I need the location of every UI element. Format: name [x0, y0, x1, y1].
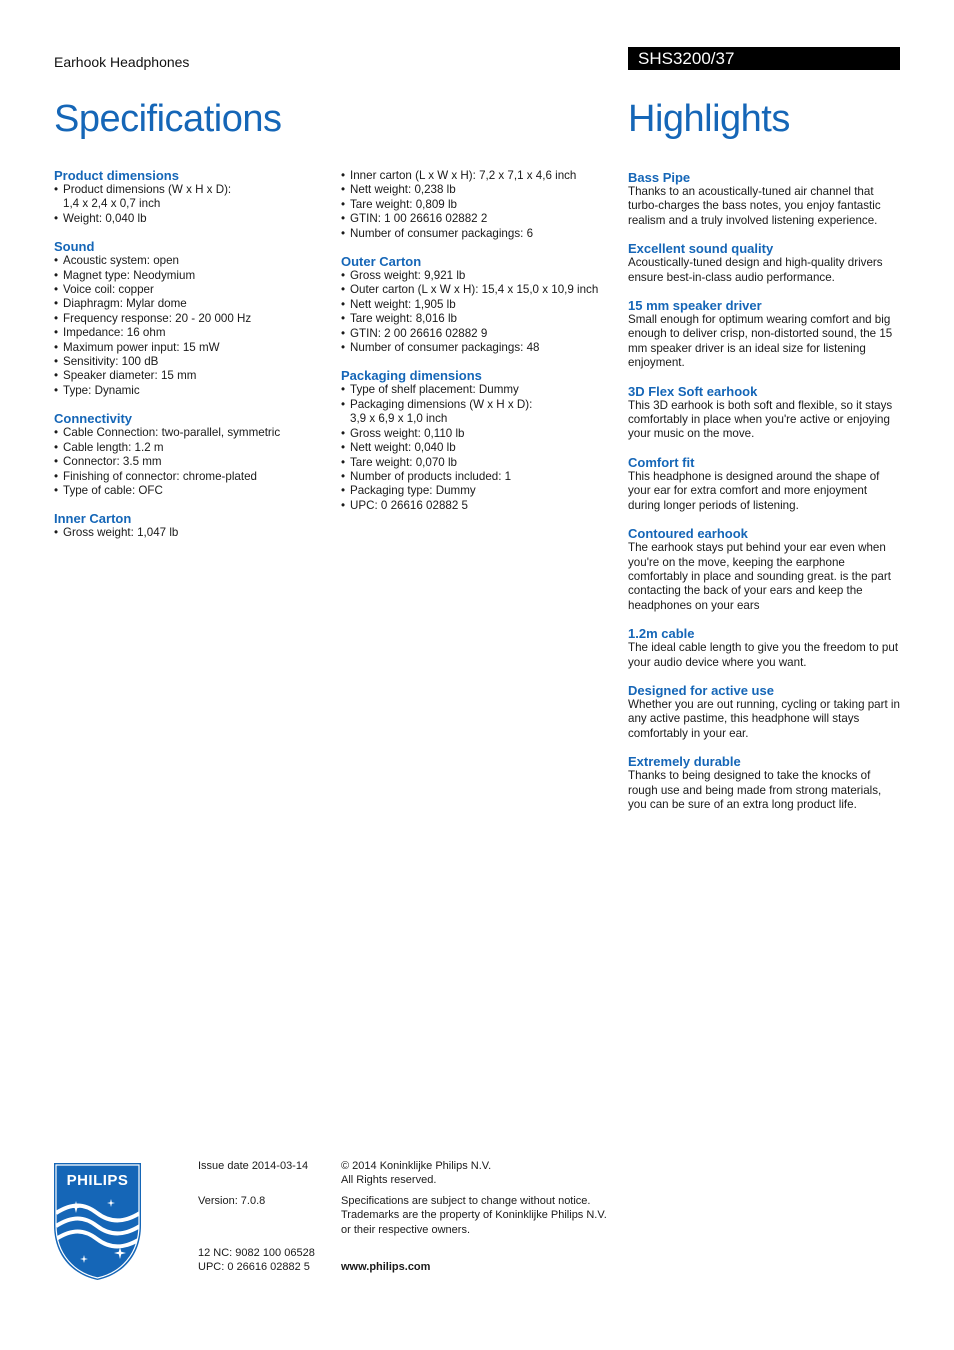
- spec-item: • Magnet type: Neodymium: [54, 269, 324, 283]
- spec-item: • Number of products included: 1: [341, 470, 619, 484]
- spec-item: • Packaging dimensions (W x H x D):: [341, 398, 619, 412]
- spec-item: • Weight: 0,040 lb: [54, 212, 324, 226]
- spec-item: • Sensitivity: 100 dB: [54, 355, 324, 369]
- highlight-contoured-earhook: [628, 526, 900, 613]
- spec-item: • Impedance: 16 ohm: [54, 326, 324, 340]
- spec-section-title: Outer Carton: [341, 254, 422, 270]
- spec-item: • Outer carton (L x W x H): 15,4 x 15,0 x 10,9 inch: [341, 283, 619, 297]
- logo-wordmark: PHILIPS: [66, 1172, 129, 1189]
- highlight-title: Extremely durable: [628, 754, 741, 770]
- specs-column-1: [54, 168, 324, 554]
- highlight-comfort-fit: [628, 455, 900, 513]
- spec-item: • Gross weight: 1,047 lb: [54, 526, 324, 540]
- spec-item: • Voice coil: copper: [54, 283, 324, 297]
- highlight-durable: [628, 754, 900, 812]
- footer-version: Version: 7.0.8: [198, 1195, 266, 1207]
- footer-nc: 12 NC: 9082 100 06528: [198, 1247, 315, 1259]
- highlight-text: The earhook stays put behind your ear even when you're on the move, keeping the earphone comfortably in place and sounding great. is the part contacting the back of your ears and keep the headphones on your ears: [628, 541, 891, 612]
- highlights-title: Highlights: [628, 98, 790, 140]
- spec-section-product-dimensions: [54, 168, 324, 226]
- highlight-title: Bass Pipe: [628, 170, 691, 185]
- spec-item: • GTIN: 2 00 26616 02882 9: [341, 327, 619, 341]
- highlight-title: Excellent sound quality: [628, 241, 774, 257]
- spec-item: • Nett weight: 0,238 lb: [341, 183, 619, 197]
- spec-section-inner-carton: [54, 511, 324, 540]
- highlights-column: [628, 170, 900, 825]
- spec-section-title: Inner Carton: [54, 511, 132, 527]
- highlight-bass-pipe: [628, 170, 900, 228]
- spec-section-connectivity: [54, 411, 324, 498]
- spec-section-packaging-dimensions: [341, 368, 619, 513]
- spec-item: • Packaging type: Dummy: [341, 484, 619, 498]
- highlight-text: This 3D earhook is both soft and flexible, so it stays comfortably in place when you're active or enjoying your music on the move.: [628, 398, 893, 441]
- highlight-title: 1.2m cable: [628, 626, 695, 642]
- spec-item: • Type: Dynamic: [54, 384, 324, 398]
- spec-item: • Product dimensions (W x H x D):: [54, 183, 324, 197]
- spec-item: • Cable Connection: two-parallel, symmetric: [54, 426, 324, 440]
- spec-item: • Gross weight: 9,921 lb: [341, 269, 619, 283]
- highlight-text: Whether you are out running, cycling or taking part in any active pastime, this headphone will stays comfortably in your ear.: [628, 697, 900, 740]
- spec-section-title: Sound: [54, 239, 95, 255]
- highlight-title: Designed for active use: [628, 682, 774, 698]
- spec-item: • Frequency response: 20 - 20 000 Hz: [54, 312, 324, 326]
- highlight-excellent-sound: [628, 241, 900, 285]
- footer-upc: UPC: 0 26616 02882 5: [198, 1261, 310, 1273]
- highlight-title: 15 mm speaker driver: [628, 298, 762, 314]
- spec-item: • Speaker diameter: 15 mm: [54, 369, 324, 383]
- spec-section-title: Packaging dimensions: [341, 368, 482, 384]
- spec-item: • Connector: 3.5 mm: [54, 455, 324, 469]
- spec-section-sound: [54, 239, 324, 398]
- highlight-title: Contoured earhook: [628, 526, 748, 542]
- highlight-text: The ideal cable length to give you the freedom to put your audio device where you want.: [628, 641, 899, 669]
- model-number-banner: SHS3200/37: [628, 47, 900, 70]
- spec-item: • GTIN: 1 00 26616 02882 2: [341, 212, 619, 226]
- document-type: Earhook Headphones: [54, 54, 190, 70]
- highlight-text: Acoustically-tuned design and high-quality drivers ensure best-in-class audio performance.: [628, 256, 883, 284]
- spec-section-inner-carton-continued: [341, 169, 619, 241]
- spec-item: • Nett weight: 0,040 lb: [341, 441, 619, 455]
- spec-item: • Gross weight: 0,110 lb: [341, 427, 619, 441]
- highlight-title: Comfort fit: [628, 454, 695, 470]
- spec-section-title: Connectivity: [54, 411, 133, 427]
- spec-item: • Finishing of connector: chrome-plated: [54, 470, 324, 484]
- footer-owners: or their respective owners.: [341, 1224, 470, 1236]
- spec-item: • Maximum power input: 15 mW: [54, 341, 324, 355]
- spec-item: • Tare weight: 0,809 lb: [341, 198, 619, 212]
- spec-item: • Number of consumer packagings: 48: [341, 341, 619, 355]
- spec-item-continuation: 1,4 x 2,4 x 0,7 inch: [63, 197, 161, 211]
- spec-item: • Nett weight: 1,905 lb: [341, 298, 619, 312]
- spec-item: • Number of consumer packagings: 6: [341, 227, 619, 241]
- footer-rights: All Rights reserved.: [341, 1174, 437, 1186]
- spec-section-outer-carton: [341, 254, 619, 355]
- footer-website-link[interactable]: www.philips.com: [341, 1261, 431, 1273]
- highlight-text: This headphone is designed around the shape of your ear for extra comfort and more enjoyment during longer periods of listening.: [628, 469, 880, 512]
- spec-section-title: Product dimensions: [54, 168, 179, 183]
- highlight-3d-flex-earhook: [628, 384, 900, 442]
- spec-item: • Tare weight: 0,070 lb: [341, 456, 619, 470]
- highlight-cable: [628, 626, 900, 670]
- footer-issue-date: Issue date 2014-03-14: [198, 1160, 309, 1172]
- spec-item: • UPC: 0 26616 02882 5: [341, 499, 619, 513]
- spec-item: • Tare weight: 8,016 lb: [341, 312, 619, 326]
- spec-item: • Type of shelf placement: Dummy: [341, 383, 619, 397]
- spec-item: • Inner carton (L x W x H): 7,2 x 7,1 x 4,6 inch: [341, 169, 619, 183]
- spec-item: • Diaphragm: Mylar dome: [54, 297, 324, 311]
- philips-shield-logo: [54, 1163, 141, 1280]
- footer-copyright: © 2014 Koninklijke Philips N.V.: [341, 1160, 492, 1172]
- specs-column-2: [341, 169, 619, 526]
- spec-item: • Type of cable: OFC: [54, 484, 324, 498]
- highlight-text: Small enough for optimum wearing comfort and big enough to deliver crisp, non-distorted sound, the 15 mm speaker driver is an ideal size for listening enjoyment.: [628, 313, 893, 370]
- spec-item-continuation: 3,9 x 6,9 x 1,0 inch: [350, 412, 448, 426]
- specifications-title: Specifications: [54, 98, 282, 140]
- highlight-speaker-driver: [628, 298, 900, 371]
- footer-notice: Specifications are subject to change without notice.: [341, 1195, 591, 1207]
- spec-item: • Cable length: 1.2 m: [54, 441, 324, 455]
- footer-trademark: Trademarks are the property of Koninklijke Philips N.V.: [341, 1209, 607, 1221]
- highlight-active-use: [628, 683, 900, 741]
- spec-item: • Acoustic system: open: [54, 254, 324, 268]
- highlight-title: 3D Flex Soft earhook: [628, 383, 758, 399]
- highlight-text: Thanks to being designed to take the knocks of rough use and being made from strong materials, you can be sure of an extra long product life.: [628, 769, 882, 811]
- highlight-text: Thanks to an acoustically-tuned air channel that turbo-charges the bass notes, you enjoy fantastic realism and a truly involved listening experience.: [628, 185, 881, 227]
